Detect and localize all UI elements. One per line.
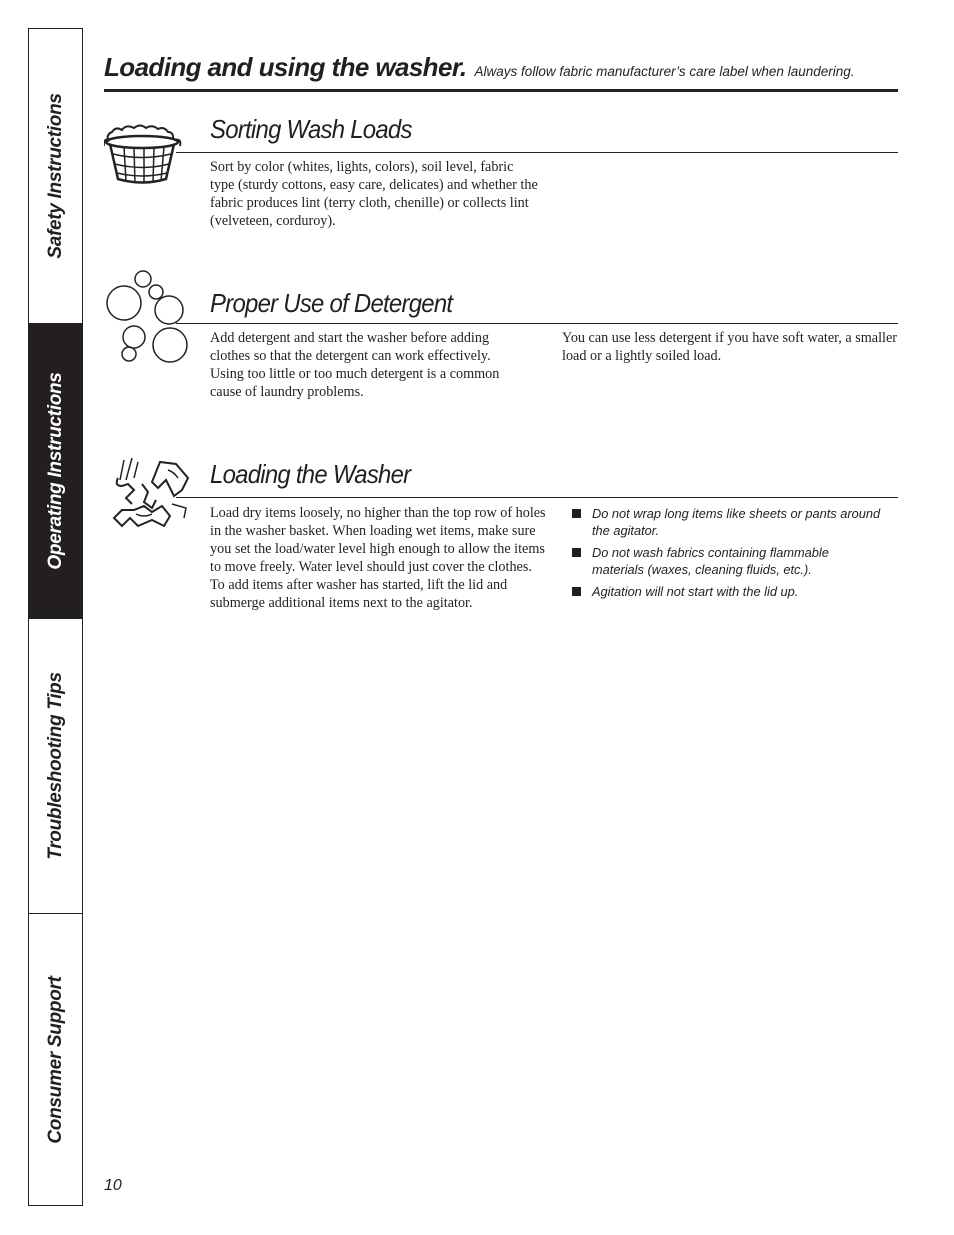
section-loading-the-washer <box>104 452 898 652</box>
section-divider <box>176 497 898 498</box>
list-item <box>572 505 882 539</box>
page-header <box>104 52 898 92</box>
laundry-basket-icon <box>104 124 182 186</box>
tab-label: Consumer Support <box>44 975 66 1144</box>
sorting-body-text: Sort by color (whites, lights, colors), soil level, fabric type (sturdy cottons, easy care, delicates) and whether the fabric produces lint (terry cloth, chenille) or collects lint (velveteen, corduroy). <box>210 159 538 229</box>
side-tabs <box>28 28 83 1206</box>
tab-label: Troubleshooting Tips <box>44 672 66 860</box>
page-title: Loading and using the washer. <box>104 52 467 82</box>
list-item <box>572 544 882 578</box>
section-title: Loading the Washer <box>210 459 411 489</box>
tab-label: Operating Instructions <box>44 372 66 570</box>
clothes-icon <box>108 456 192 532</box>
section-divider <box>176 152 898 153</box>
list-item-text: Agitation will not start with the lid up. <box>592 584 799 599</box>
square-bullet-icon <box>572 509 581 518</box>
list-item <box>572 583 882 600</box>
section-proper-use-of-detergent <box>104 266 898 426</box>
page-number: 10 <box>104 1177 122 1194</box>
caution-list <box>572 505 882 605</box>
tab-consumer-support[interactable] <box>29 914 82 1205</box>
tab-troubleshooting-tips[interactable] <box>29 619 82 914</box>
square-bullet-icon <box>572 548 581 557</box>
detergent-body-text-left: Add detergent and start the washer before adding clothes so that the detergent can work effectively. Using too little or too much detergent is a common cause of laundry problems. <box>210 330 500 400</box>
list-item-text: Do not wrap long items like sheets or pants around the agitator. <box>592 506 881 538</box>
page-subtitle: Always follow fabric manufacturer’s care label when laundering. <box>474 64 855 79</box>
list-item-text: Do not wash fabrics containing flammable materials (waxes, cleaning fluids, etc.). <box>592 545 829 577</box>
section-title: Sorting Wash Loads <box>210 114 412 144</box>
bubbles-icon <box>104 266 190 366</box>
tab-label: Safety Instructions <box>44 93 66 259</box>
tab-operating-instructions[interactable] <box>29 324 82 619</box>
section-divider <box>176 323 898 324</box>
tab-safety-instructions[interactable] <box>29 29 82 324</box>
square-bullet-icon <box>572 587 581 596</box>
detergent-body-text-right: You can use less detergent if you have soft water, a smaller load or a lightly soiled load. <box>562 330 897 364</box>
section-title: Proper Use of Detergent <box>210 288 453 318</box>
loading-body-text: Load dry items loosely, no higher than the top row of holes in the washer basket. When loading wet items, make sure you set the load/water level high enough to allow the items to move freely. Water level should just cover the clothes. To add items after washer has started, lift the lid and submerge additional items next to the agitator. <box>210 505 546 611</box>
section-sorting-wash-loads <box>104 112 898 262</box>
